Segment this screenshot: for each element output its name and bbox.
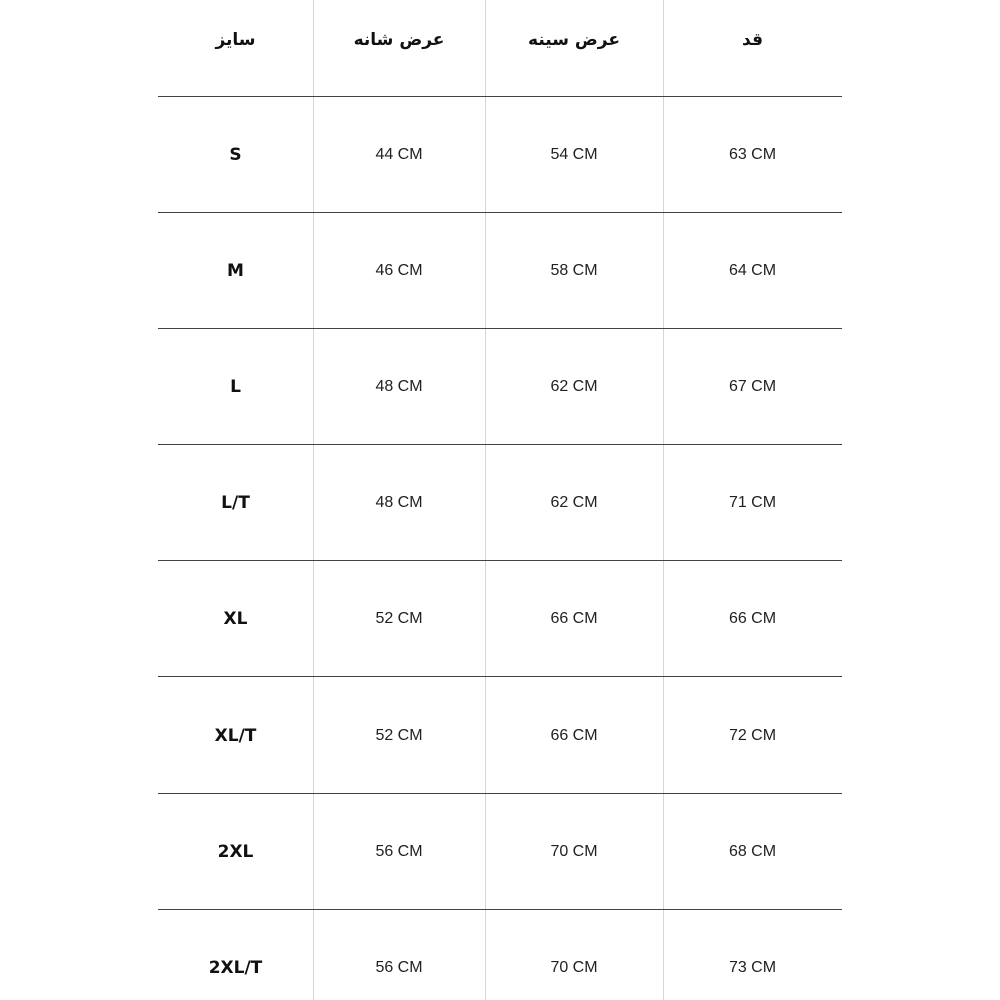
header-chest-width: عرض سینه bbox=[528, 30, 620, 50]
length-cell: 64 CM bbox=[728, 262, 777, 279]
row-divider bbox=[158, 212, 842, 213]
length-cell: 68 CM bbox=[728, 843, 777, 860]
table-row bbox=[158, 948, 842, 988]
size-cell: XL bbox=[223, 609, 248, 629]
chest-width-cell: 62 CM bbox=[550, 494, 598, 511]
shoulder-width-cell: 46 CM bbox=[375, 262, 423, 279]
chest-width-cell: 54 CM bbox=[550, 146, 598, 163]
chest-width-cell: 66 CM bbox=[550, 610, 598, 627]
table-header-row bbox=[158, 20, 842, 60]
row-divider bbox=[158, 793, 842, 794]
length-cell: 66 CM bbox=[728, 610, 777, 627]
shoulder-width-cell: 44 CM bbox=[375, 146, 423, 163]
shoulder-width-cell: 48 CM bbox=[375, 378, 423, 395]
table-row bbox=[158, 367, 842, 407]
table-row bbox=[158, 483, 842, 523]
length-cell: 72 CM bbox=[728, 727, 777, 744]
size-chart-table bbox=[158, 0, 842, 1000]
table-row bbox=[158, 599, 842, 639]
shoulder-width-cell: 52 CM bbox=[375, 610, 423, 627]
table-row bbox=[158, 251, 842, 291]
length-cell: 63 CM bbox=[728, 146, 777, 163]
size-cell: 2XL bbox=[217, 842, 254, 862]
header-length: قد bbox=[742, 30, 763, 50]
size-cell: M bbox=[227, 261, 244, 281]
table-row bbox=[158, 832, 842, 872]
table-row bbox=[158, 135, 842, 175]
length-cell: 73 CM bbox=[728, 959, 777, 976]
shoulder-width-cell: 52 CM bbox=[375, 727, 423, 744]
shoulder-width-cell: 56 CM bbox=[375, 959, 423, 976]
table-row bbox=[158, 716, 842, 756]
shoulder-width-cell: 56 CM bbox=[375, 843, 423, 860]
chest-width-cell: 70 CM bbox=[550, 959, 598, 976]
row-divider bbox=[158, 909, 842, 910]
size-cell: L/T bbox=[221, 493, 250, 513]
length-cell: 67 CM bbox=[728, 378, 777, 395]
chest-width-cell: 62 CM bbox=[550, 378, 598, 395]
header-shoulder-width: عرض شانه bbox=[353, 30, 445, 50]
chest-width-cell: 66 CM bbox=[550, 727, 598, 744]
size-cell: S bbox=[229, 145, 242, 165]
size-cell: L bbox=[230, 377, 241, 397]
length-cell: 71 CM bbox=[728, 494, 777, 511]
row-divider bbox=[158, 444, 842, 445]
row-divider bbox=[158, 96, 842, 97]
row-divider bbox=[158, 560, 842, 561]
chest-width-cell: 70 CM bbox=[550, 843, 598, 860]
row-divider bbox=[158, 328, 842, 329]
row-divider bbox=[158, 676, 842, 677]
chest-width-cell: 58 CM bbox=[550, 262, 598, 279]
shoulder-width-cell: 48 CM bbox=[375, 494, 423, 511]
header-size: سایز bbox=[215, 30, 256, 50]
size-cell: XL/T bbox=[214, 726, 257, 746]
size-cell: 2XL/T bbox=[208, 958, 263, 978]
